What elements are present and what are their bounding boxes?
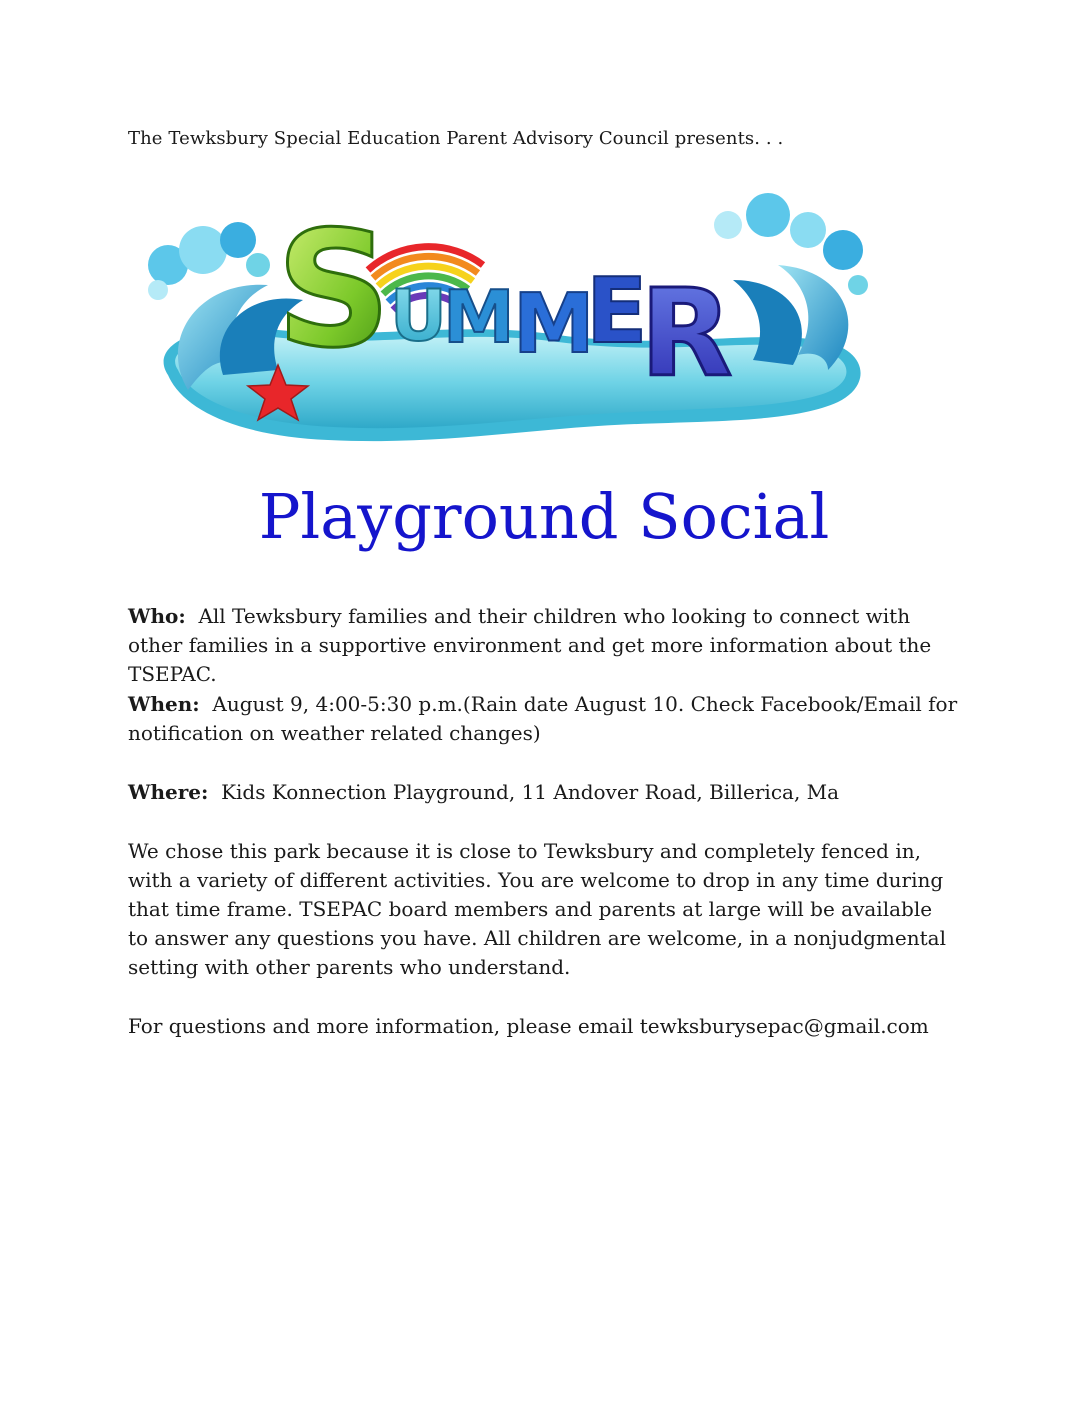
who-label: Who: xyxy=(128,604,186,628)
letter-m2: M xyxy=(513,277,595,372)
letter-m1: M xyxy=(443,275,515,359)
where-paragraph xyxy=(128,778,958,807)
when-paragraph xyxy=(128,690,958,748)
event-title: Playground Social xyxy=(258,480,830,553)
who-paragraph xyxy=(128,602,958,689)
intro-line: The Tewksbury Special Education Parent Advisory Council presents. . . xyxy=(128,128,784,149)
description-paragraph: We chose this park because it is close to Tewksbury and completely fenced in, with a variety of different activities. You are welcome to drop in any time during that time frame. TSEPAC board members and parents at large will be available to answer any questions you have. All children are welcome, in a nonjudgmental setting with other parents who understand. xyxy=(128,839,946,979)
when-text: August 9, 4:00-5:30 p.m.(Rain date August 10. Check Facebook/Email for notification on weather related changes) xyxy=(128,692,958,745)
letter-e: E xyxy=(586,259,648,364)
letter-r: R xyxy=(640,265,733,404)
letter-u: U xyxy=(390,275,447,357)
letter-s: S xyxy=(276,196,392,383)
where-label: Where: xyxy=(128,780,209,804)
summer-banner-image xyxy=(128,170,888,460)
contact-paragraph: For questions and more information, please email tewksburysepac@gmail.com xyxy=(128,1014,929,1038)
where-text: Kids Konnection Playground, 11 Andover Road, Billerica, Ma xyxy=(221,780,840,804)
when-label: When: xyxy=(128,692,200,716)
who-text: All Tewksbury families and their children who looking to connect with other families in a supportive environment and get more information about the TSEPAC. xyxy=(128,604,932,686)
